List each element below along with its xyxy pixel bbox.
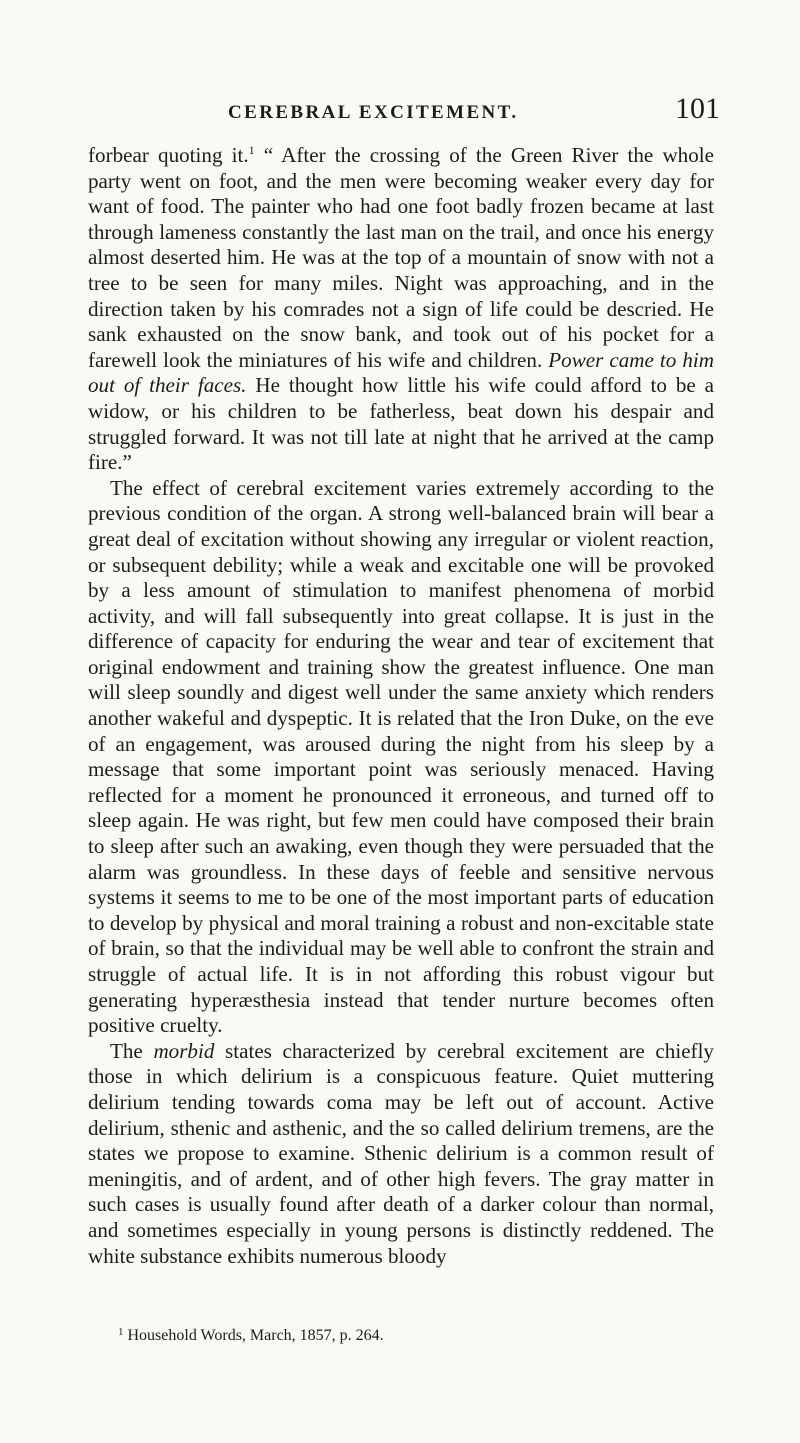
body-text: [88, 138, 714, 1269]
running-head: CEREBRAL EXCITEMENT.: [228, 102, 519, 123]
paragraph-lead: forbear quoting it.: [88, 143, 249, 167]
page-header: [90, 92, 720, 132]
italic-emphasis: Power came to him out of their faces.: [88, 347, 715, 398]
paragraph-effect: The effect of cerebral excitement varies extremely according to the previous condition of the organ. A strong well-balanced brain will bear a great deal of excitation without showing any irregular or violent reaction, or subsequent debility; while a weak and excitable one will be provoked by a less amount of stimulation to manifest phenomena of morbid activity, and will fall subsequently into great collapse. It is just in the difference of capacity for enduring the wear and tear of excitement that original endowment and training show the greatest influence. One man will sleep soundly and digest well under the same anxiety which renders another wakeful and dyspeptic. It is related that the Iron Duke, on the eve of an engagement, was aroused during the night from his sleep by a message that some important point was seriously menaced. Having reflected for a moment he pronounced it erroneous, and turned off to sleep again. He was right, but few men could have composed their brain to sleep after such an awaking, even though they were persuaded that the alarm was groundless. In these days of feeble and sensitive nervous systems it seems to me to be one of the most important parts of education to develop by physical and moral training a robust and non-excitable state of brain, so that the individual may be well able to confront the strain and struggle of actual life. It is in not affording this robust vigour but generating hyperæsthesia instead that tender nurture becomes often positive cruelty.: [88, 475, 714, 1038]
paragraph-text: states characterized by cerebral excitement are chiefly those in which delirium is a conspicuous feature. Quiet muttering delirium tending towards coma may be left out of account. Active delirium, sthenic and asthenic, and the so called delirium tremens, are the states we propose to examine. Sthenic delirium is a common result of meningitis, and of ardent, and of other high fevers. The gray matter in such cases is usually found after death of a darker colour than normal, and sometimes especially in young persons is distinctly reddened. The white substance exhibits numerous bloody: [88, 1038, 714, 1268]
paragraph-morbid-states: [88, 1039, 714, 1269]
page-number: 101: [675, 92, 720, 125]
footnote-reference: 1: [248, 143, 255, 157]
italic-term: morbid: [153, 1038, 215, 1063]
paragraph-quotation: [88, 138, 714, 476]
footnote: [118, 1326, 384, 1345]
footnote-mark: 1: [118, 1326, 124, 1338]
quotation-text: “ After the crossing of the Green River the whole party went on foot, and the men were becoming weaker every day for want of food. The painter who had one foot badly frozen became at last through lameness constantly the last man on the trail, and once his energy almost deserted him. He was at the top of a mountain of snow with not a tree to be seen for many miles. Night was approaching, and in the direction taken by his comrades not a sign of life could be descried. He sank exhausted on the snow bank, and took out of his pocket for a farewell look the miniatures of his wife and children.: [88, 143, 714, 372]
paragraph-lead: The: [110, 1038, 154, 1063]
quotation-text-continued: He thought how little his wife could afford to be a widow, or his children to be fatherless, beat down his despair and struggled forward. It was not till late at night that he arrived at the camp fire.”: [88, 373, 714, 475]
footnote-text: Household Words, March, 1857, p. 264.: [127, 1327, 384, 1344]
